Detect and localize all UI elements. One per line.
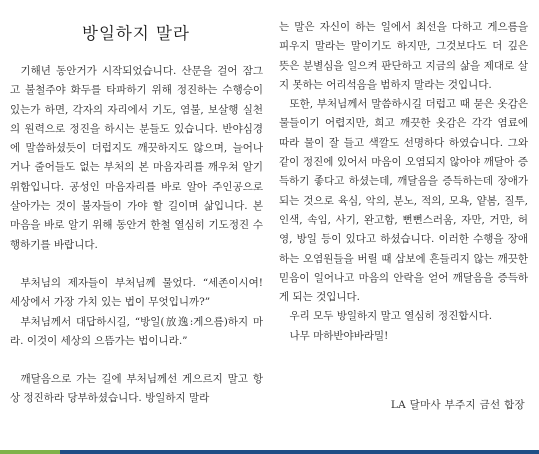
left-column — [10, 62, 263, 409]
paragraph: 우리 모두 방일하지 말고 열심히 정진합시다. — [289, 310, 493, 323]
signature: LA 달마사 부주지 금선 합장 — [390, 399, 525, 411]
paragraph: 기해년 동안거가 시작되었습니다. 산문을 걸어 잠그고 불철주야 화두를 타파하기 위해 정진하는 수행승이 있는가 하면, 각자의 자리에서 기도, 염불, 보살행 실천의 원력으로 정진을 하시는 분들도 있습니다. 반야심경에 말씀하셨듯이 더럽지도 깨끗하지도 않으며, 늘어나거나 줄어들도 없는 부처의 본 마음자리를 깨우쳐 알기 위함입니다. 공성인 마음자리를 바로 알아 주인공으로 살아가는 것이 불자들이 가야 할 길이며 삶입니다. 본 마음을 바로 알기 위해 동안거 한철 열심히 기도정진 수행하기를 바랍니다. — [10, 65, 263, 251]
article-title: 방일하지 말라 — [82, 24, 190, 43]
paragraph: 부처님께서 대답하시길, “방일(放逸:게으름)하지 마라. 이것이 세상의 으뜸가는 법이니라.” — [10, 315, 263, 347]
paragraph: 는 말은 자신이 하는 일에서 최선을 다하고 게으름을 피우지 말라는 말이기도 하지만, 그것보다도 더 깊은 뜻은 분별심을 일으켜 판단하고 지금의 삶을 제대로 살지 못하는 어리석음을 범하지 말라는 것입니다. — [279, 21, 528, 91]
paragraph: 깨달음으로 가는 길에 부처님께선 게으르지 말고 항상 정진하라 당부하셨습니다. 방일하지 말라 — [10, 373, 263, 405]
paragraph: 부처님의 제자들이 부처님께 물었다. “세존이시여! 세상에서 가장 가치 있는 법이 무엇입니까?” — [10, 276, 263, 309]
paragraph: 또한, 부처님께서 말씀하시길 더럽고 때 묻은 옷감은 물들이기 어렵지만, 희고 깨끗한 옷감은 각각 염료에 따라 물이 잘 들고 색깔도 선명하다 하였습니다. 그와 같이 정진에 있어서 마음이 오염되지 않아야 깨달아 증득하기 좋다고 하셨는데, 깨달음을 증득하는데 장애가 되는 것으로 육심, 악의, 분노, 적의, 모욕, 얕봄, 질투, 인색, 속임, 사기, 완고함, 뻔뻔스러움, 자만, 거만, 허영, 방일 등이 있다고 하셨습니다. 이러한 수행을 장애하는 오염원들을 버릴 때 삼보에 흔들리지 않는 깨끗한 믿음이 일어나고 마음의 안락을 얻어 깨달음을 증득하게 되는 것입니다. — [279, 98, 528, 304]
right-column — [279, 18, 528, 346]
paragraph: 나무 마하반야바라밀! — [289, 329, 389, 342]
bottom-accent — [0, 450, 60, 454]
bottom-rule — [0, 450, 539, 454]
